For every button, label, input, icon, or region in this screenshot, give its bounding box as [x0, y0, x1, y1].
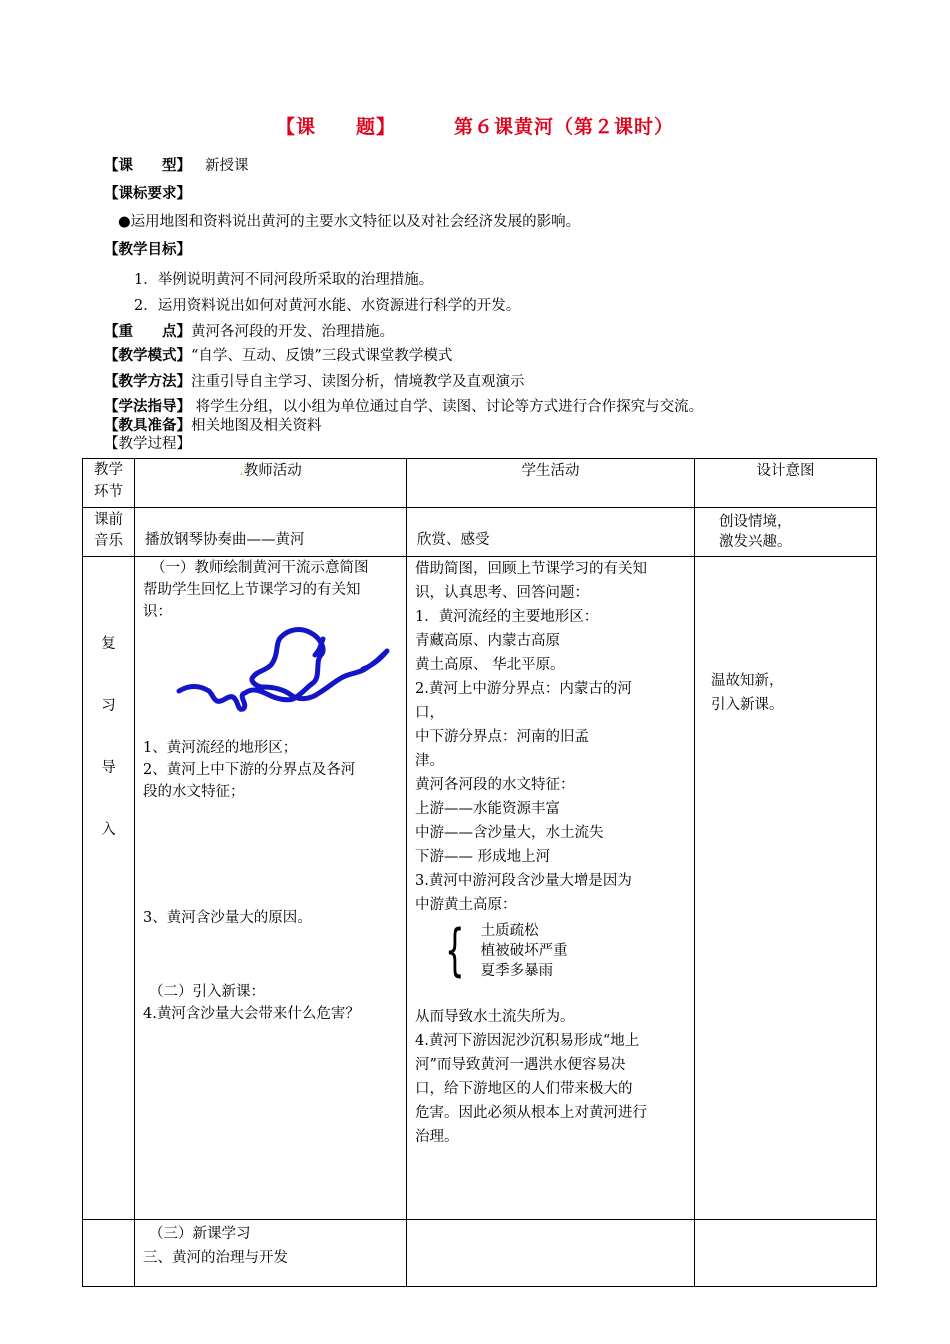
brace-group: { 土质疏松 植被破坏严重 夏季多暴雨 [445, 918, 568, 983]
yellow-river-sketch [165, 621, 405, 721]
table-row [83, 1220, 877, 1287]
row2-design: 温故知新， 引入新课。 [695, 557, 877, 1220]
method-label: 【教学方法】 [104, 374, 191, 390]
row3-design [695, 1220, 877, 1287]
title-label: 【课 题】 [275, 116, 396, 138]
table-row [83, 557, 877, 1220]
tools-label: 【教具准备】 [104, 418, 191, 434]
process-label: 【教学过程】 [104, 436, 191, 452]
mode-label: 【教学模式】 [104, 348, 191, 364]
mode-line [104, 344, 452, 365]
standard-label: 【课标要求】 [104, 186, 191, 202]
goal-item-2: 2．运用资料说出如何对黄河水能、水资源进行科学的开发。 [134, 298, 521, 314]
row3-stage [83, 1220, 135, 1287]
header-stage: 教学 环节 [83, 459, 135, 508]
title-text: 第６课黄河（第２课时） [454, 116, 675, 138]
page-title [0, 112, 950, 139]
brace-icon: { [445, 918, 465, 983]
guide-label: 【学法指导】 [104, 399, 191, 415]
key-value: 黄河各河段的开发、治理措施。 [191, 324, 394, 340]
header-design: 设计意图 [695, 459, 877, 508]
standard-item: ●运用地图和资料说出黄河的主要水文特征以及对社会经济发展的影响。 [118, 214, 581, 230]
row3-student [407, 1220, 695, 1287]
lesson-table [82, 458, 877, 1287]
course-type-value: 新授课 [205, 158, 249, 174]
row1-stage: 课前 音乐 [83, 508, 135, 557]
table-row [83, 508, 877, 557]
guide-value: 将学生分组，以小组为单位通过自学、读图、讨论等方式进行合作探究与交流。 [191, 399, 704, 415]
key-label: 【重 点】 [104, 324, 191, 340]
method-line [104, 370, 525, 391]
row2-teacher: （一）教师绘制黄河干流示意简图 帮助学生回忆上节课学习的有关知 识： 1、黄河流经的地形区； 2、黄河上中下游的分界点及各河 段的水文特征； 3、黄河含沙量大的原因。 （二）引入新课： 4.黄河含沙量大会带来什么危害？ [135, 557, 407, 1220]
river-path [179, 630, 387, 710]
goal-label: 【教学目标】 [104, 242, 191, 258]
table-header-row [83, 459, 877, 508]
row1-design: 创设情境， 激发兴趣。 [695, 508, 877, 557]
key-line [104, 320, 394, 341]
course-type-label: 【课 型】 [104, 158, 191, 174]
row1-student: 欣赏、感受 [407, 508, 695, 557]
goal-item-1: 1．举例说明黄河不同河段所采取的治理措施。 [134, 272, 434, 288]
row2-student: 借助简图，回顾上节课学习的有关知 识，认真思考、回答问题： 1．黄河流经的主要地形区： 青藏高原、内蒙古高原 黄土高原、 华北平原。 2.黄河上中游分界点：内蒙古的河 口， 中下游分界点：河南的旧孟 津。 黄河各河段的水文特征： 上游——水能资源丰富 中游——含沙量大，水土流失 下游—— 形成地上河 3.黄河中游河段含沙量大增是因为 中游黄土高原： { 土质疏松 植被破坏严重 夏季多暴雨 从而导致水土流失所为。 4.黄河下游因泥沙沉积易形成“地上 河”而导致黄河一遇洪水便容易决 口，给下游地区的人们带来极大的 危害。因此必须从根本上对黄河进行 治理。 [407, 557, 695, 1220]
mode-value: “自学、互动、反馈”三段式课堂教学模式 [191, 348, 453, 364]
header-teacher: .教师活动 [135, 459, 407, 508]
row2-stage: 复 习 导 入 [83, 557, 135, 1220]
guide-line [104, 395, 703, 416]
method-value: 注重引导自主学习、读图分析，情境教学及直观演示 [191, 374, 525, 390]
header-student: 学生活动 [407, 459, 695, 508]
row1-teacher: 播放钢琴协奏曲——黄河 [135, 508, 407, 557]
row3-teacher: （三）新课学习 三、黄河的治理与开发 [135, 1220, 407, 1287]
tools-value: 相关地图及相关资料 [191, 418, 322, 434]
course-type-line [104, 154, 249, 175]
